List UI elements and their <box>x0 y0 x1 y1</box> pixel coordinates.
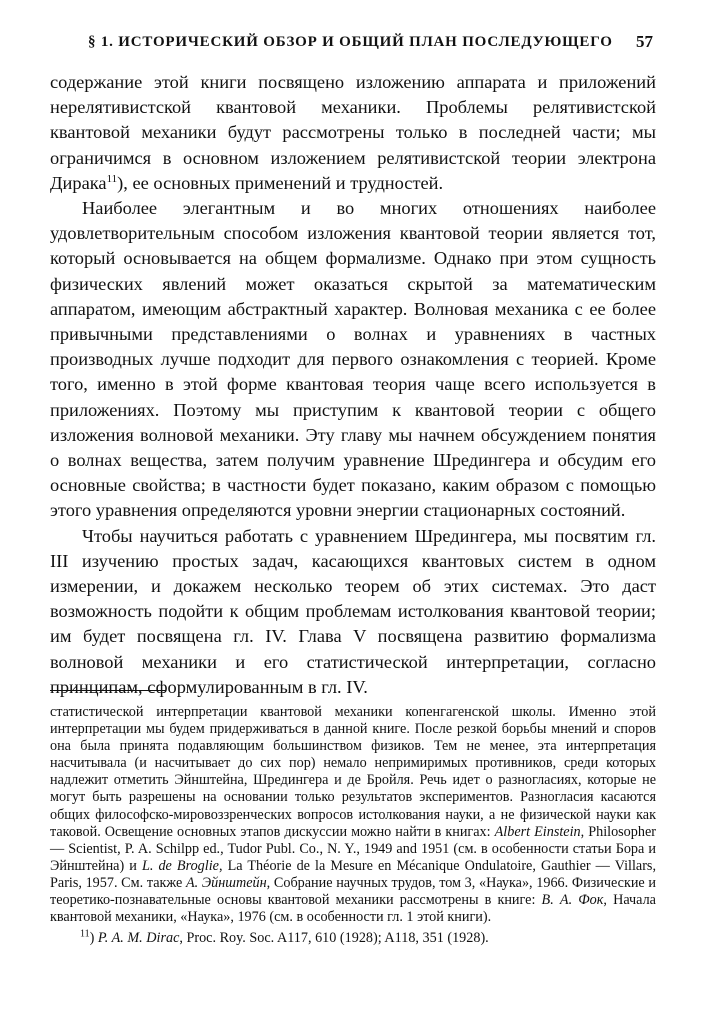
footnote-11-marker: 11 <box>80 928 90 940</box>
footnote-11-text: , Proc. Roy. Soc. A117, 610 (1928); A118, 351 (1928). <box>179 930 489 947</box>
running-header <box>88 30 653 54</box>
citation-einstein: Albert Einstein <box>494 823 581 840</box>
footnote-11-paren: ) <box>89 930 98 947</box>
header-title: § 1. ИСТОРИЧЕСКИЙ ОБЗОР И ОБЩИЙ ПЛАН ПОСЛЕДУЮЩЕГО <box>88 33 613 50</box>
footnote-text-a: статистической интерпретации квантовой механики копенгагенской школы. Именно этой интерпретации мы будем придерживаться в данной книге. После резкой борьбы мнений и споров она была принята подавляющим большинством физиков. Тем не менее, эта интерпретация насчитывала (и насчитывает до сих пор) немало непримиримых противников, среди которых надлежит отметить Эйнштейна, Шредингера и де Бройля. Речь идет о разногласиях, которые не могут быть разрешены на основании только результатов экспериментов. Разногласия касаются общих философско-мировоззренческих вопросов истолкования науки, а не физической науки как таковой. Освещение основных этапов дискуссии можно найти в книгах: <box>50 704 656 840</box>
paragraph-1 <box>50 70 656 196</box>
footnote-text-b: , Philosopher — Scientist, P. A. Schilpp ed., Tudor Publ. Co., N. Y., 1949 and 1951 (см. в особенности статьи Бора и Эйнштейна) и <box>50 823 656 874</box>
footnotes <box>50 704 656 947</box>
citation-de-broglie: L. de Broglie <box>141 857 219 874</box>
footnote-11-author: P. A. M. Dirac <box>97 930 180 947</box>
footnote-text-c: , La Théorie de la Mesure en Mécanique Ondulatoire, Gauthier — Villars, Paris, 1957. См. также <box>50 857 657 891</box>
paragraph-3: Чтобы научиться работать с уравнением Шредингера, мы посвятим гл. III изучению простых задач, касающихся квантовых систем в одном измерении, и докажем несколько теорем об этих системах. Это даст возможность подойти к общим проблемам истолкования квантовой теории; им будет посвящена гл. IV. Глава V посвящена развитию формализма волновой механики и его статистической интерпретации, согласно принципам, сформулированным в гл. IV. <box>50 525 656 697</box>
footnote-divider <box>50 690 166 691</box>
paragraph-1-tail: ), ее основных применений и трудностей. <box>117 172 444 193</box>
citation-fock: В. А. Фок <box>541 892 604 909</box>
footnote-continuation <box>50 704 656 926</box>
footnote-11 <box>50 930 656 947</box>
citation-einstein-ru: А. Эйнштейн <box>185 874 267 891</box>
main-text <box>50 70 656 700</box>
footnote-reference-11: 11 <box>106 172 118 185</box>
paragraph-1-text: содержание этой книги посвящено изложению аппарата и приложений нерелятивистской квантовой механики. Проблемы релятивистской квантовой механики будут рассмотрены только в последней части; мы ограничимся в основном изложением релятивистской теории электрона Дирака <box>50 72 656 193</box>
footnote-text-d: , Собрание научных трудов, том 3, «Наука», 1966. Физические и теоретико-познавательные основы квантовой механики рассмотрены в книге: <box>50 874 656 909</box>
page-number: 57 <box>636 32 653 51</box>
footnote-text-e: , Начала квантовой механики, «Наука», 1976 (см. в особенности гл. 1 этой книги). <box>50 892 656 926</box>
paragraph-2: Наиболее элегантным и во многих отношениях наиболее удовлетворительным способом изложения квантовой теории является тот, который основывается на общем формализме. Однако при этом сущность физических явлений может оказаться скрытой за математическим аппаратом, имеющим абстрактный характер. Волновая механика с ее более привычными представлениями о волнах и уравнениях в частных производных лучше подходит для первого ознакомления с теорией. Кроме того, именно в этой форме квантовая теория чаще всего используется в приложениях. Поэтому мы приступим к квантовой теории с общего изложения волновой механики. Эту главу мы начнем обсуждением понятия о волнах вещества, затем получим уравнение Шредингера и обсудим его основные свойства; в частности будет показано, каким образом с помощью этого уравнения определяются уровни энергии стационарных состояний. <box>50 198 656 521</box>
